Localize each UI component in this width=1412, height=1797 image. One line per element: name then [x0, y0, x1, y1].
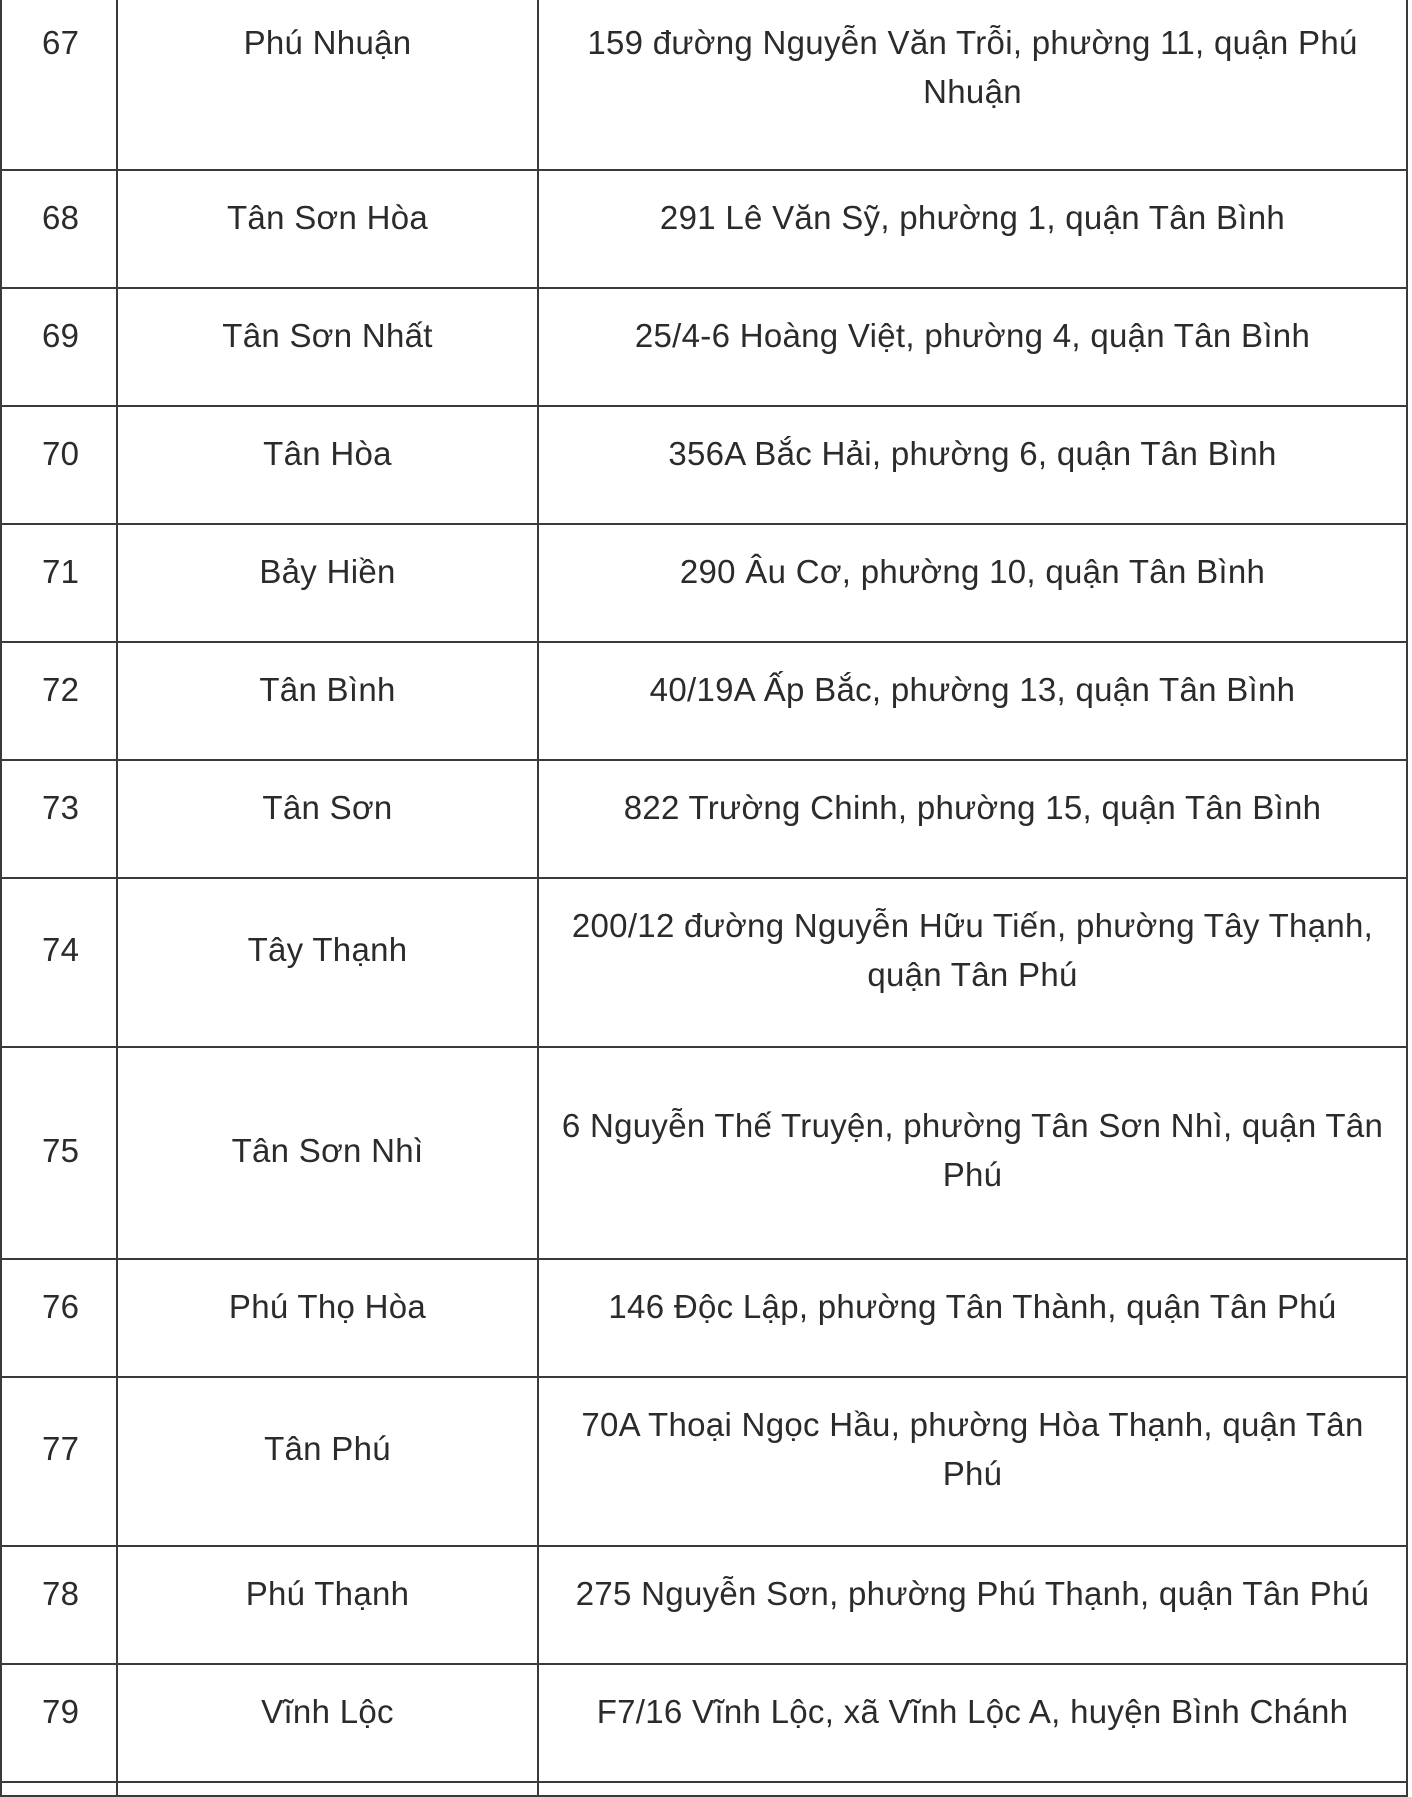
row-number-partial	[1, 1782, 117, 1796]
ward-name: Tây Thạnh	[117, 878, 538, 1047]
row-number: 69	[1, 288, 117, 406]
ward-name: Vĩnh Lộc	[117, 1664, 538, 1782]
row-number: 68	[1, 170, 117, 288]
ward-name: Tân Bình	[117, 642, 538, 760]
table-row	[1, 1664, 1407, 1782]
row-number: 78	[1, 1546, 117, 1664]
ward-address: 6 Nguyễn Thế Truyện, phường Tân Sơn Nhì, quận Tân Phú	[538, 1047, 1407, 1259]
ward-name: Tân Sơn Nhất	[117, 288, 538, 406]
table-row	[1, 170, 1407, 288]
ward-address: 200/12 đường Nguyễn Hữu Tiến, phường Tây Thạnh, quận Tân Phú	[538, 878, 1407, 1047]
table-row	[1, 1546, 1407, 1664]
table-row	[1, 878, 1407, 1047]
ward-address: 822 Trường Chinh, phường 15, quận Tân Bình	[538, 760, 1407, 878]
table-row	[1, 760, 1407, 878]
table-row-partial	[1, 1782, 1407, 1796]
ward-address: 40/19A Ấp Bắc, phường 13, quận Tân Bình	[538, 642, 1407, 760]
ward-name: Tân Sơn Nhì	[117, 1047, 538, 1259]
table-row	[1, 642, 1407, 760]
ward-address: 159 đường Nguyễn Văn Trỗi, phường 11, quận Phú Nhuận	[538, 0, 1407, 170]
table-row	[1, 288, 1407, 406]
ward-address-partial	[538, 1782, 1407, 1796]
table-row	[1, 1377, 1407, 1546]
row-number: 73	[1, 760, 117, 878]
row-number: 74	[1, 878, 117, 1047]
ward-address: F7/16 Vĩnh Lộc, xã Vĩnh Lộc A, huyện Bình Chánh	[538, 1664, 1407, 1782]
row-number: 75	[1, 1047, 117, 1259]
ward-address: 25/4-6 Hoàng Việt, phường 4, quận Tân Bình	[538, 288, 1407, 406]
row-number: 79	[1, 1664, 117, 1782]
table-row	[1, 1047, 1407, 1259]
row-number: 76	[1, 1259, 117, 1377]
ward-address: 356A Bắc Hải, phường 6, quận Tân Bình	[538, 406, 1407, 524]
ward-address: 146 Độc Lập, phường Tân Thành, quận Tân Phú	[538, 1259, 1407, 1377]
table-row	[1, 0, 1407, 170]
ward-name-partial	[117, 1782, 538, 1796]
ward-address: 291 Lê Văn Sỹ, phường 1, quận Tân Bình	[538, 170, 1407, 288]
ward-name: Tân Sơn Hòa	[117, 170, 538, 288]
ward-address: 290 Âu Cơ, phường 10, quận Tân Bình	[538, 524, 1407, 642]
row-number: 67	[1, 0, 117, 170]
table-row	[1, 406, 1407, 524]
ward-name: Tân Sơn	[117, 760, 538, 878]
row-number: 71	[1, 524, 117, 642]
ward-address: 275 Nguyễn Sơn, phường Phú Thạnh, quận Tân Phú	[538, 1546, 1407, 1664]
row-number: 70	[1, 406, 117, 524]
ward-name: Tân Phú	[117, 1377, 538, 1546]
ward-name: Phú Nhuận	[117, 0, 538, 170]
ward-address: 70A Thoại Ngọc Hầu, phường Hòa Thạnh, quận Tân Phú	[538, 1377, 1407, 1546]
table-row	[1, 1259, 1407, 1377]
ward-name: Tân Hòa	[117, 406, 538, 524]
row-number: 72	[1, 642, 117, 760]
ward-name: Phú Thạnh	[117, 1546, 538, 1664]
row-number: 77	[1, 1377, 117, 1546]
ward-name: Bảy Hiền	[117, 524, 538, 642]
table-row	[1, 524, 1407, 642]
ward-name: Phú Thọ Hòa	[117, 1259, 538, 1377]
